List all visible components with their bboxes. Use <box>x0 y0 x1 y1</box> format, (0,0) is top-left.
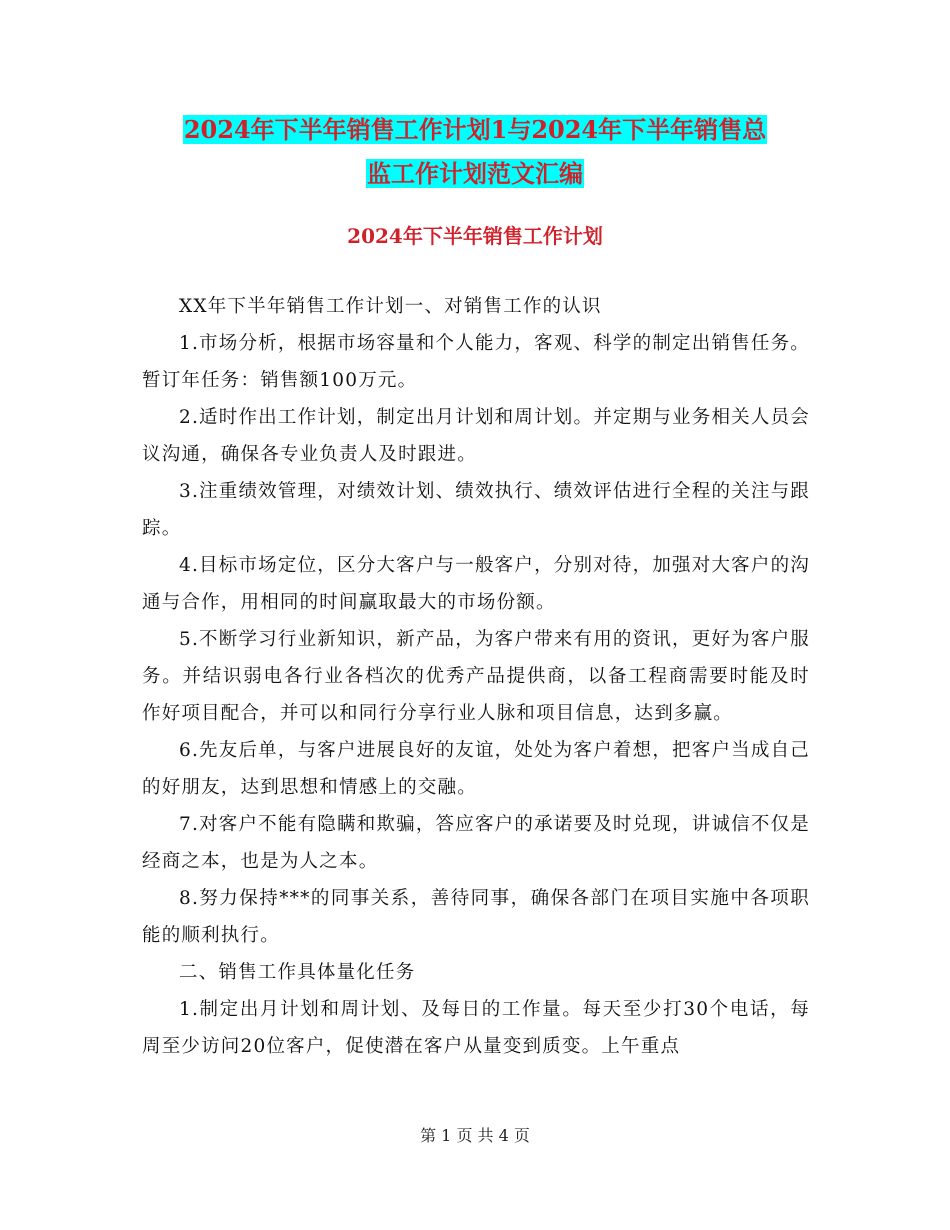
paragraph: 5.不断学习行业新知识，新产品，为客户带来有用的资讯，更好为客户服务。并结识弱电各行业各档次的优秀产品提供商，以备工程商需要时能及时作好项目配合，并可以和同行分享行业人脉和项目信息，达到多赢。 <box>142 629 810 724</box>
document-title <box>0 108 950 196</box>
paragraph: XX年下半年销售工作计划一、对销售工作的认识 <box>179 296 602 317</box>
paragraph: 8.努力保持***的同事关系，善待同事，确保各部门在项目实施中各项职能的顺利执行。 <box>142 888 810 946</box>
paragraph: 3.注重绩效管理，对绩效计划、绩效执行、绩效评估进行全程的关注与跟踪。 <box>142 481 810 539</box>
paragraph: 4.目标市场定位，区分大客户与一般客户，分别对待，加强对大客户的沟通与合作，用相同的时间赢取最大的市场份额。 <box>142 555 810 613</box>
paragraph: 1.市场分析，根据市场容量和个人能力，客观、科学的制定出销售任务。暂订年任务：销售额100万元。 <box>142 333 810 391</box>
paragraph: 2.适时作出工作计划，制定出月计划和周计划。并定期与业务相关人员会议沟通，确保各专业负责人及时跟进。 <box>142 407 810 465</box>
document-body <box>142 288 810 1065</box>
section-heading: 2024年下半年销售工作计划 <box>347 224 603 248</box>
title-line-1: 2024年下半年销售工作计划1与2024年下半年销售总 <box>183 115 767 144</box>
paragraph: 6.先友后单，与客户进展良好的友谊，处处为客户着想，把客户当成自己的好朋友，达到思想和情感上的交融。 <box>142 740 810 798</box>
page-footer: 第 1 页 共 4 页 <box>420 1126 530 1145</box>
paragraph: 7.对客户不能有隐瞒和欺骗，答应客户的承诺要及时兑现，讲诚信不仅是经商之本，也是为人之本。 <box>142 814 810 872</box>
paragraph: 1.制定出月计划和周计划、及每日的工作量。每天至少打30个电话，每周至少访问20位客户，促使潜在客户从量变到质变。上午重点 <box>142 999 810 1057</box>
paragraph: 二、销售工作具体量化任务 <box>179 962 416 983</box>
title-line-2: 监工作计划范文汇编 <box>367 159 583 188</box>
